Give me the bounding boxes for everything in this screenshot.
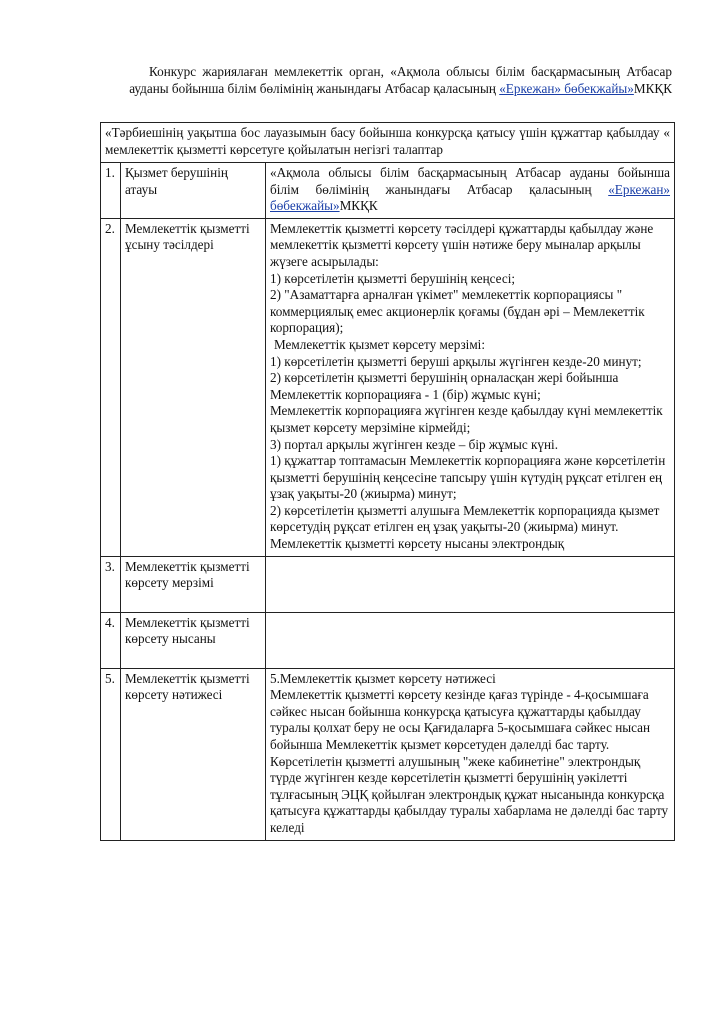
content-line: Мемлекеттік қызмет көрсету мерзімі: [274, 336, 485, 352]
row-number: 5. [101, 668, 121, 840]
row-content [266, 218, 675, 556]
row-label: Мемлекеттік қызметті ұсыну тәсілдері [121, 218, 266, 556]
kindergarten-link[interactable]: «Еркежан» бөбекжайы» [499, 80, 634, 96]
row-label: Мемлекеттік қызметті көрсету мерзімі [121, 556, 266, 612]
provider-suffix: МКҚК [339, 198, 378, 214]
content-line: Мемлекеттік қызметті көрсету кезінде қағаз түрінде - 4-қосымшаға сәйкес нысан бойынша конкурсқа қатысуға құжаттарды қабылдау туралы қолхат беру не осы Қағидаларға 5-қосымшаға сәйкес нысан бойынша Мемлекеттік қызмет көрсетуден дәлелді бас тарту. [270, 687, 651, 753]
table-row [101, 668, 675, 840]
content-line: 2) "Азаматтарға арналған үкімет" мемлекеттік корпорациясы " коммерциялық емес акционерлік қоғамы (бұдан әрі – Мемлекеттік корпорация); [270, 287, 645, 336]
content-line: 1) көрсетілетін қызметті беруші арқылы жүгінген кезде-20 минут; [270, 353, 642, 369]
table-row [101, 556, 675, 612]
table-row [101, 612, 675, 668]
row-content-empty [266, 612, 675, 668]
row-number: 3. [101, 556, 121, 612]
intro-text: Конкурс жариялаған мемлекеттік орган, «Ақмола облысы білім басқармасының Атбасар ауданы бойынша білім бөлімінің жанындағы Атбасар қаласының [129, 64, 672, 96]
requirements-table [100, 122, 675, 841]
row-label: Мемлекеттік қызметті көрсету нәтижесі [121, 668, 266, 840]
row-content [266, 668, 675, 840]
content-line: Көрсетілетін қызметті алушының "жеке кабинетіне" электрондық түрде жүгінген кезде көрсетілетін қызметті берушінің уәкілетті тұлғасының ЭЦҚ қойылған электрондық құжат нысанында конкурсқа қатысуға құжаттарды қабылдау туралы хабарлама не дәлелді бас тарту келеді [270, 753, 669, 835]
content-line: Мемлекеттік қызметті көрсету нысаны электрондық [270, 536, 565, 552]
content-line: 1) құжаттар топтамасын Мемлекеттік корпорацияға және көрсетілетін қызметті берушінің кеңсесіне тапсыру үшін күтудің рұқсат етілген ең ұзақ уақыты-20 (жиырма) минут; [270, 453, 666, 502]
content-line: 2) көрсетілетін қызметті берушінің орналасқан жері бойынша Мемлекеттік корпорацияға - 1 (бір) жұмыс күні; [270, 370, 619, 402]
table-row [101, 218, 675, 556]
content-line: 1) көрсетілетін қызметті берушінің кеңсесі; [270, 270, 516, 286]
table-header: «Тәрбиешінің уақытша бос лауазымын басу бойынша конкурсқа қатысу үшін құжаттар қабылдау « мемлекеттік қызметті көрсетуге қойылатын негізгі талаптар [101, 123, 675, 163]
intro-suffix: МКҚК [633, 80, 672, 96]
provider-link[interactable]: «Еркежан» бөбекжайы» [270, 181, 670, 214]
content-line: 2) көрсетілетін қызметті алушыға Мемлекеттік корпорацияда қызмет көрсетудің рұқсат етілген ең ұзақ уақыты-20 (жиырма) минут. [270, 502, 660, 535]
content-line: 5.Мемлекеттік қызмет көрсету нәтижесі [270, 670, 496, 686]
row-number: 1. [101, 163, 121, 219]
table-row [101, 163, 675, 219]
row-number: 4. [101, 612, 121, 668]
content-line: Мемлекеттік қызметті көрсету тәсілдері құжаттарды қабылдау және мемлекеттік қызметті көрсету үшін нәтиже беру мыналар арқылы жүзеге асырылады: [270, 220, 654, 269]
intro-paragraph [101, 64, 672, 98]
row-content-empty [266, 556, 675, 612]
row-number: 2. [101, 218, 121, 556]
row-label: Қызмет берушінің атауы [121, 163, 266, 219]
content-line: Мемлекеттік корпорацияға жүгінген кезде қабылдау күні мемлекеттік қызмет көрсету мерзіміне кірмейді; [270, 403, 663, 435]
provider-text: «Ақмола облысы білім басқармасының Атбасар ауданы бойынша білім бөлімінің жанындағы Атбасар қаласының [270, 165, 670, 197]
row-label: Мемлекеттік қызметті көрсету нысаны [121, 612, 266, 668]
table-header-row [101, 123, 675, 163]
content-line: 3) портал арқылы жүгінген кезде – бір жұмыс күні. [270, 436, 559, 452]
row-content [266, 163, 675, 219]
